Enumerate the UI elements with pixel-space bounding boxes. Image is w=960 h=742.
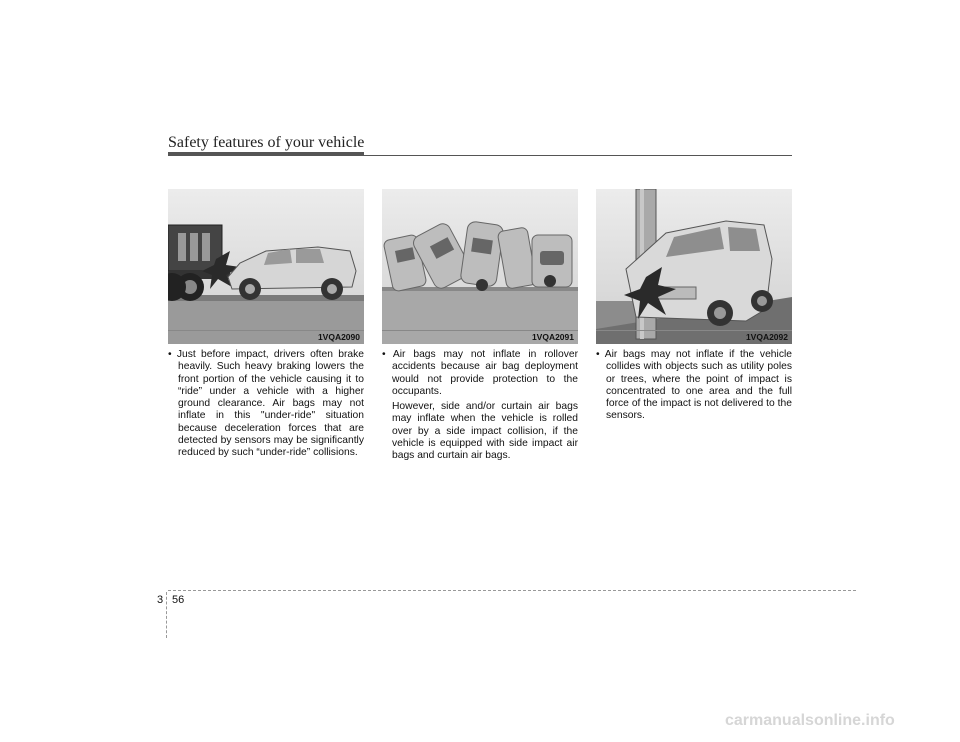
page-header-title: Safety features of your vehicle	[168, 134, 365, 151]
figure-label: 1VQA2090	[317, 332, 360, 342]
under-ride-illustration	[168, 189, 364, 344]
header-rule-thick	[168, 152, 364, 156]
figure-rollover	[382, 189, 578, 344]
figure-label: 1VQA2091	[531, 332, 574, 342]
rollover-continuation: However, side and/or curtain air bags may inflate when the vehicle is rolled over by a side impact collision, if the vehicle is equipped with side impact air bags and curtain air bags.	[392, 401, 578, 462]
footer-rule	[168, 590, 856, 591]
figure-utility-pole	[596, 189, 792, 344]
figure-label-divider	[382, 330, 578, 331]
footer-vertical-rule	[166, 592, 167, 638]
watermark: carmanualsonline.info	[725, 712, 895, 729]
bullet-under-ride: • Just before impact, drivers often brake heavily. Such heavy braking lowers the front portion of the vehicle causing it to “ride” under a vehicle with a higher ground clearance. Air bags may not inflate in this "under-ride" situation because deceleration forces that are detected by sensors may be significantly reduced by such “under-ride” collisions.	[168, 349, 364, 459]
column-rollover-text	[382, 349, 578, 463]
bullet-utility-pole: • Air bags may not inflate if the vehicle collides with objects such as utility poles or trees, where the point of impact is concentrated to one area and the full force of the impact is not delivered to the sensors.	[596, 349, 792, 422]
column-under-ride-text	[168, 349, 364, 460]
chapter-number: 3	[157, 594, 164, 606]
utility-pole-illustration	[596, 189, 792, 344]
figure-label: 1VQA2092	[745, 332, 788, 342]
column-utility-pole-text	[596, 349, 792, 423]
figure-under-ride	[168, 189, 364, 344]
bullet-rollover: • Air bags may not inflate in rollover accidents because air bag deployment would not provide protection to the occupants.	[382, 349, 578, 397]
rollover-illustration	[382, 189, 578, 344]
figure-label-divider	[596, 330, 792, 331]
header-rule-thin	[364, 155, 792, 156]
page-number: 56	[172, 594, 185, 606]
figure-label-divider	[168, 330, 364, 331]
